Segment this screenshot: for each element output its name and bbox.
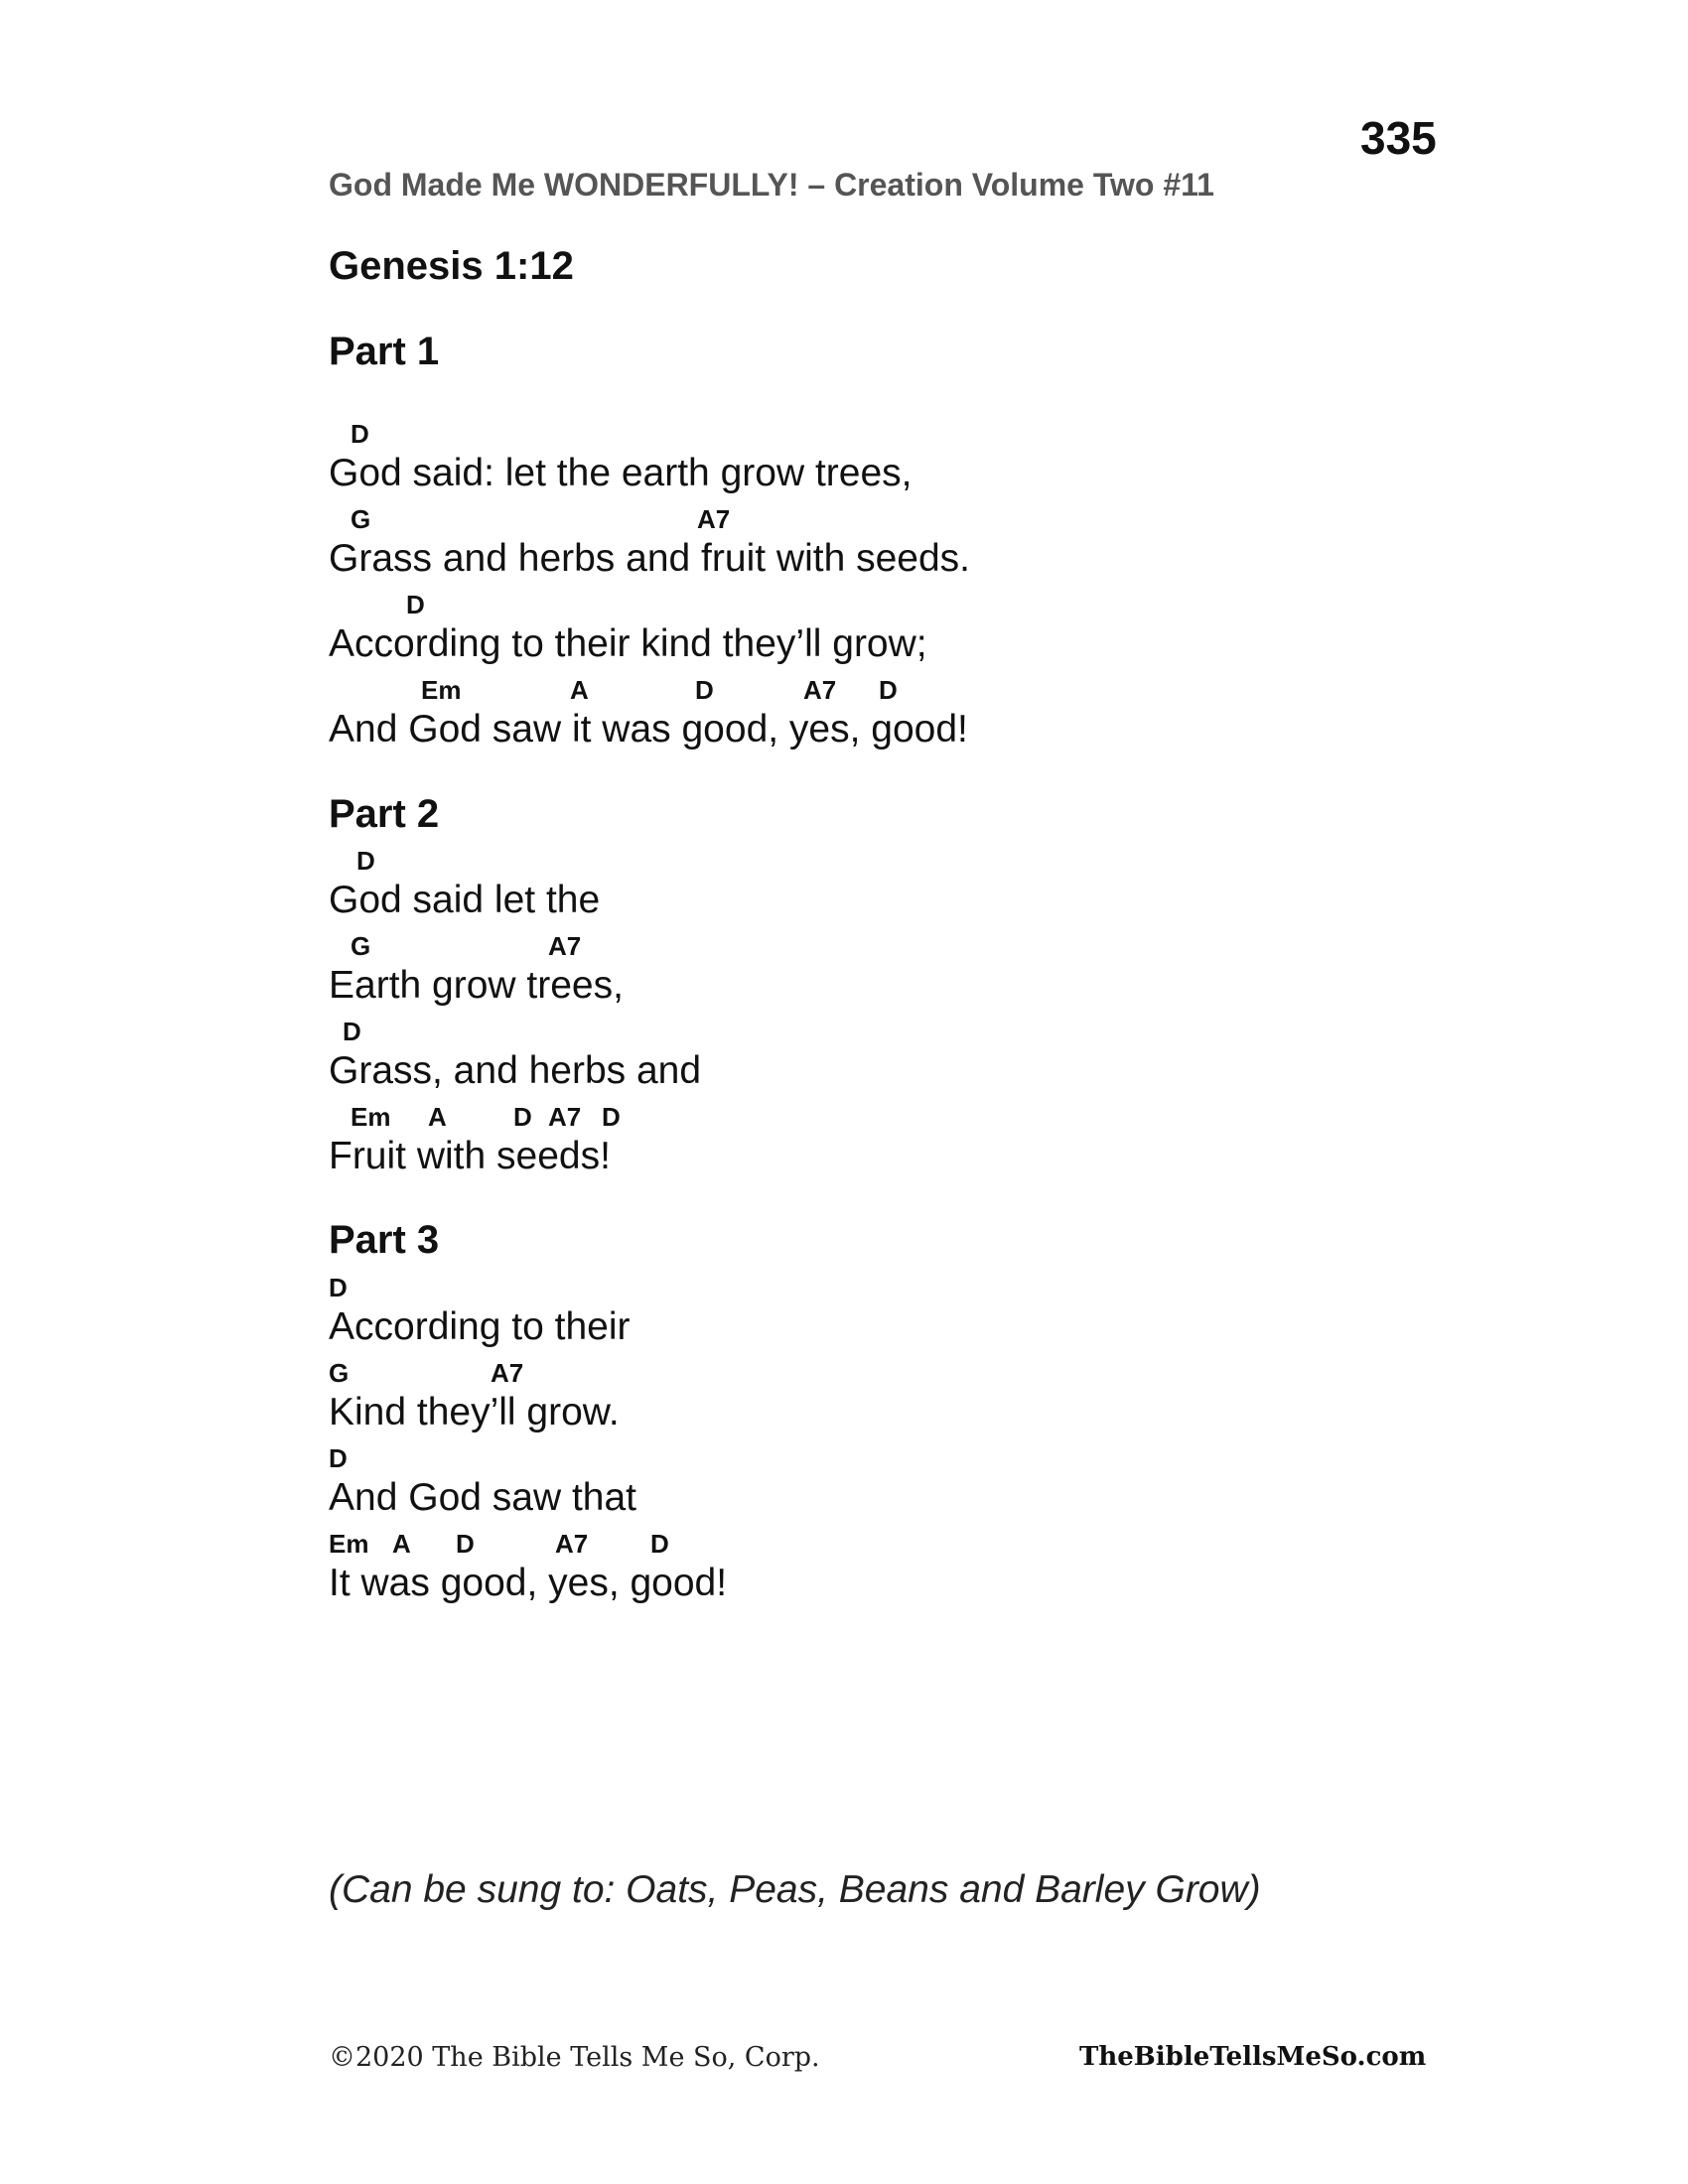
chord: A7 — [803, 675, 837, 705]
lyric-line: Grass, and herbs and — [329, 1049, 702, 1092]
part-2-heading: Part 2 — [329, 792, 440, 836]
chord: A7 — [697, 504, 731, 534]
part-1-heading: Part 1 — [329, 330, 440, 373]
verse-reference: Genesis 1:12 — [329, 244, 574, 288]
chord: D — [513, 1102, 532, 1132]
chord: A — [428, 1102, 447, 1132]
tune-note: (Can be sung to: Oats, Peas, Beans and Barley Grow) — [329, 1868, 1261, 1911]
lyric-line: God said let the — [329, 879, 601, 921]
lyric-line: And God saw it was good, yes, good! — [329, 708, 968, 751]
copyright-notice: ©2020 The Bible Tells Me So, Corp. — [329, 2042, 820, 2073]
lyric-line: God said: let the earth grow trees, — [329, 452, 913, 494]
chord: G — [329, 1358, 350, 1388]
chord: D — [329, 1443, 348, 1473]
chord: D — [356, 846, 375, 876]
chord: Em — [329, 1529, 369, 1559]
chord: D — [879, 675, 898, 705]
chord: G — [351, 931, 371, 961]
chord: D — [329, 1273, 348, 1302]
chord: D — [650, 1529, 669, 1559]
lyric-line: And God saw that — [329, 1476, 637, 1519]
chord: A7 — [548, 931, 582, 961]
chord: D — [602, 1102, 621, 1132]
page-number: 335 — [1360, 112, 1437, 164]
chord: G — [351, 504, 371, 534]
chord: D — [343, 1017, 361, 1046]
chord: A — [392, 1529, 411, 1559]
chord: Em — [421, 675, 462, 705]
lyric-line: It was good, yes, good! — [329, 1562, 728, 1604]
chord: A7 — [548, 1102, 582, 1132]
chord: D — [406, 590, 425, 619]
chord: Em — [351, 1102, 391, 1132]
lyric-line: According to their kind they’ll grow; — [329, 622, 927, 665]
lyric-line: Fruit with seeds! — [329, 1135, 611, 1177]
lyric-line: Kind they’ll grow. — [329, 1391, 620, 1433]
chord: A7 — [491, 1358, 524, 1388]
lyric-line: According to their — [329, 1305, 631, 1348]
chord: D — [351, 419, 369, 449]
chord: A — [570, 675, 589, 705]
website-link[interactable]: TheBibleTellsMeSo.com — [1079, 2042, 1427, 2072]
part-3-heading: Part 3 — [329, 1218, 440, 1262]
chord: D — [695, 675, 714, 705]
header-title: God Made Me WONDERFULLY! – Creation Volume Two #11 — [329, 167, 1214, 203]
lyric-line: Earth grow trees, — [329, 964, 624, 1007]
chord: A7 — [555, 1529, 589, 1559]
lyric-line: Grass and herbs and fruit with seeds. — [329, 537, 970, 580]
chord: D — [456, 1529, 475, 1559]
